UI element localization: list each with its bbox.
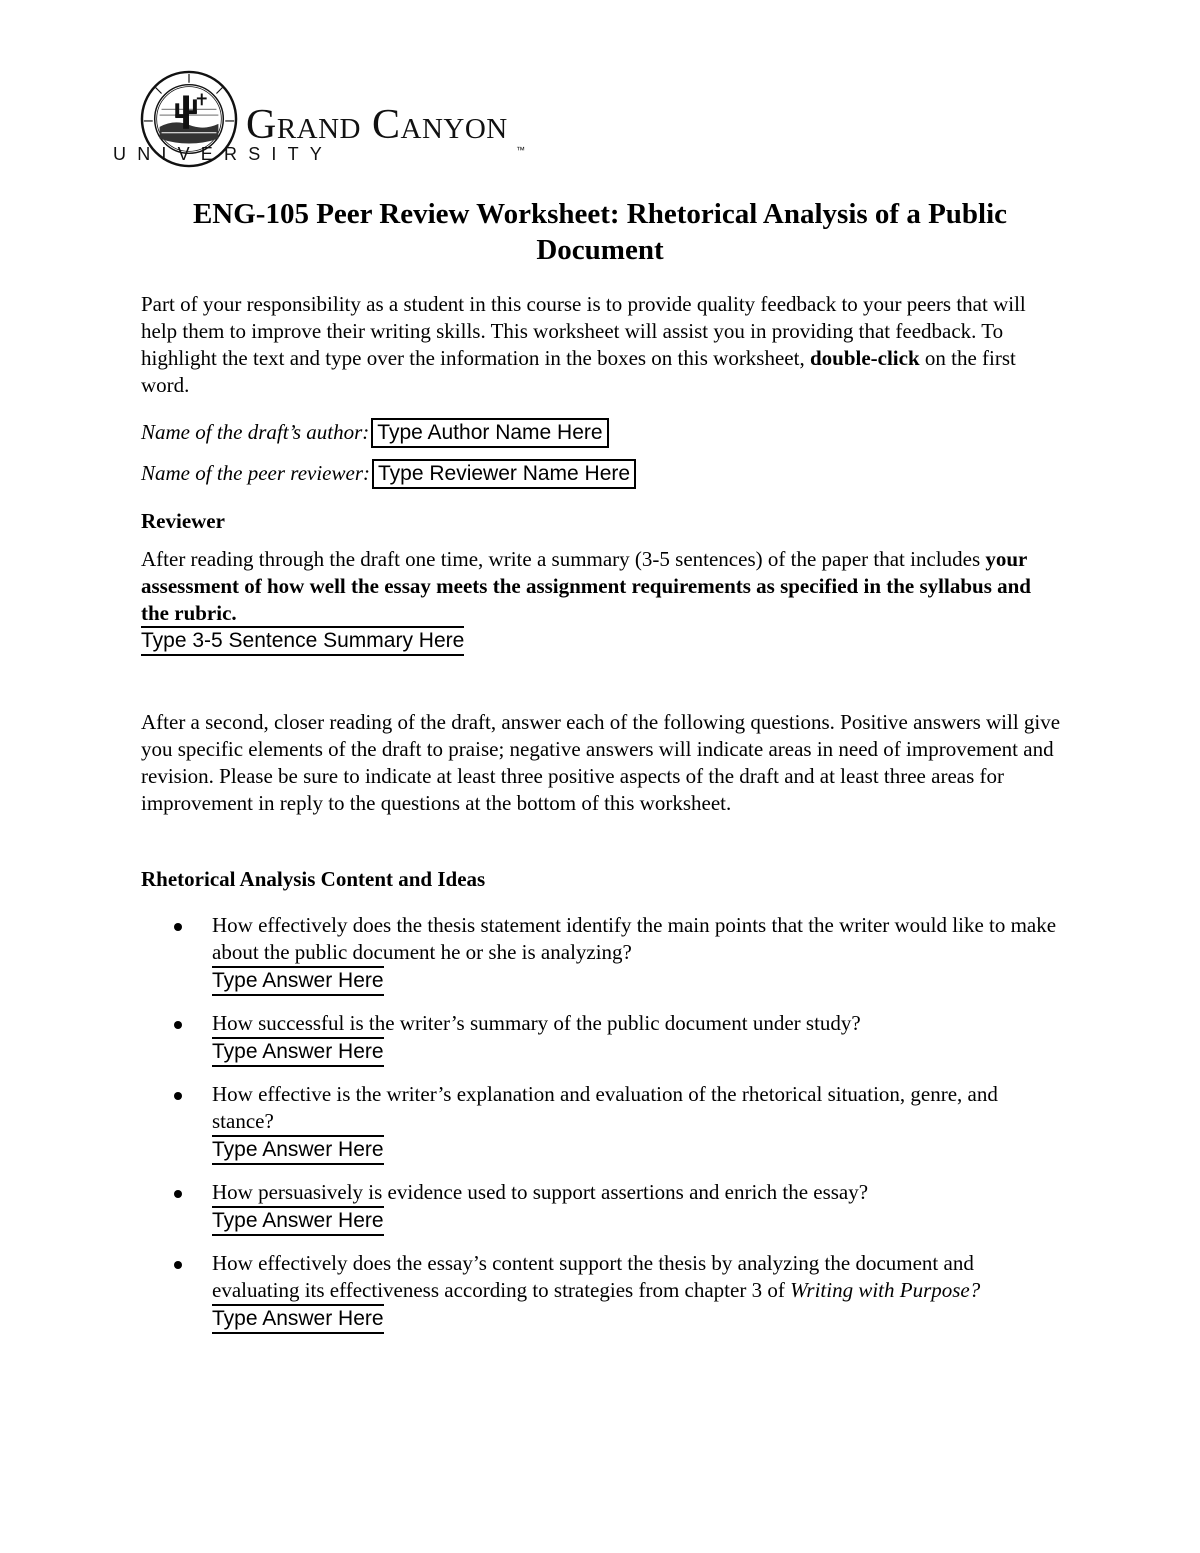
intro-text: Part of your responsibility as a student in this course is to provide quality feedback to your peers that will help them to improve their writing skills. This worksheet will assist you in providing that feedback. To highlight the text and type over the information in the boxes on this worksheet, [141,292,1026,370]
reviewer-field-row [141,459,636,489]
bullet-icon [174,1190,182,1198]
answer-field[interactable]: Type Answer Here [212,1206,384,1236]
content-ideas-heading: Rhetorical Analysis Content and Ideas [141,867,486,891]
answer-field[interactable]: Type Answer Here [212,1037,384,1067]
answer-field[interactable]: Type Answer Here [212,1135,384,1165]
list-item [141,1250,1061,1334]
summary-answer-field[interactable]: Type 3-5 Sentence Summary Here [141,626,464,656]
answer-field[interactable]: Type Answer Here [212,966,384,996]
reviewer-name-field[interactable]: Type Reviewer Name Here [372,459,636,489]
question-text: How effectively does the thesis statement identify the main points that the writer would like to make about the public document he or she is analyzing? [212,913,1057,964]
author-name-field[interactable]: Type Author Name Here [371,418,608,448]
bullet-icon [174,1092,182,1100]
reviewer-heading: Reviewer [141,509,225,533]
question-text: How effective is the writer’s explanation and evaluation of the rhetorical situation, genre, and stance? [212,1082,998,1133]
intro-paragraph [141,291,1061,399]
author-label: Name of the draft’s author: [141,420,370,444]
author-field-row [141,418,609,448]
page-title: ENG-105 Peer Review Worksheet: Rhetorical Analysis of a Public Document [192,198,1008,266]
summary-bold: your assessment of how well the essay meets the assignment requirements as specified in the syllabus and the rubric. [141,547,1031,625]
question-text: How successful is the writer’s summary of the public document under study? [212,1011,861,1035]
bullet-icon [174,1261,182,1269]
summary-text: After reading through the draft one time, write a summary (3-5 sentences) of the paper that includes [141,547,986,571]
intro-text-end: on the first word. [141,346,1016,397]
book-title: Writing with Purpose? [790,1278,981,1302]
university-subtitle: UNIVERSITY [113,144,334,164]
bullet-icon [174,923,182,931]
reviewer-label: Name of the peer reviewer: [141,461,370,485]
trademark-symbol: ™ [516,145,525,155]
question-text [212,1250,1061,1304]
question-text-main: How effectively does the essay’s content support the thesis by analyzing the document and evaluating its effectiveness according to strategies from chapter 3 of [212,1251,974,1302]
university-name: Grand Canyon [246,102,508,148]
bullet-icon [174,1021,182,1029]
list-item [141,1081,1061,1165]
list-item [141,1179,1061,1236]
list-item [141,1010,1061,1067]
summary-answer-wrap [141,626,464,656]
question-list [141,912,1061,1334]
answer-field[interactable]: Type Answer Here [212,1304,384,1334]
intro-bold: double-click [809,346,920,370]
question-text: How persuasively is evidence used to support assertions and enrich the essay? [212,1180,869,1204]
summary-instructions [141,546,1061,627]
list-item [141,912,1061,996]
second-reading-paragraph: After a second, closer reading of the draft, answer each of the following questions. Positive answers will give you specific elements of the draft to praise; negative answers will indicate areas in need of improvement and revision. Please be sure to indicate at least three positive aspects of the draft and at least three areas for improvement in reply to the questions at the bottom of this worksheet. [141,710,1061,815]
